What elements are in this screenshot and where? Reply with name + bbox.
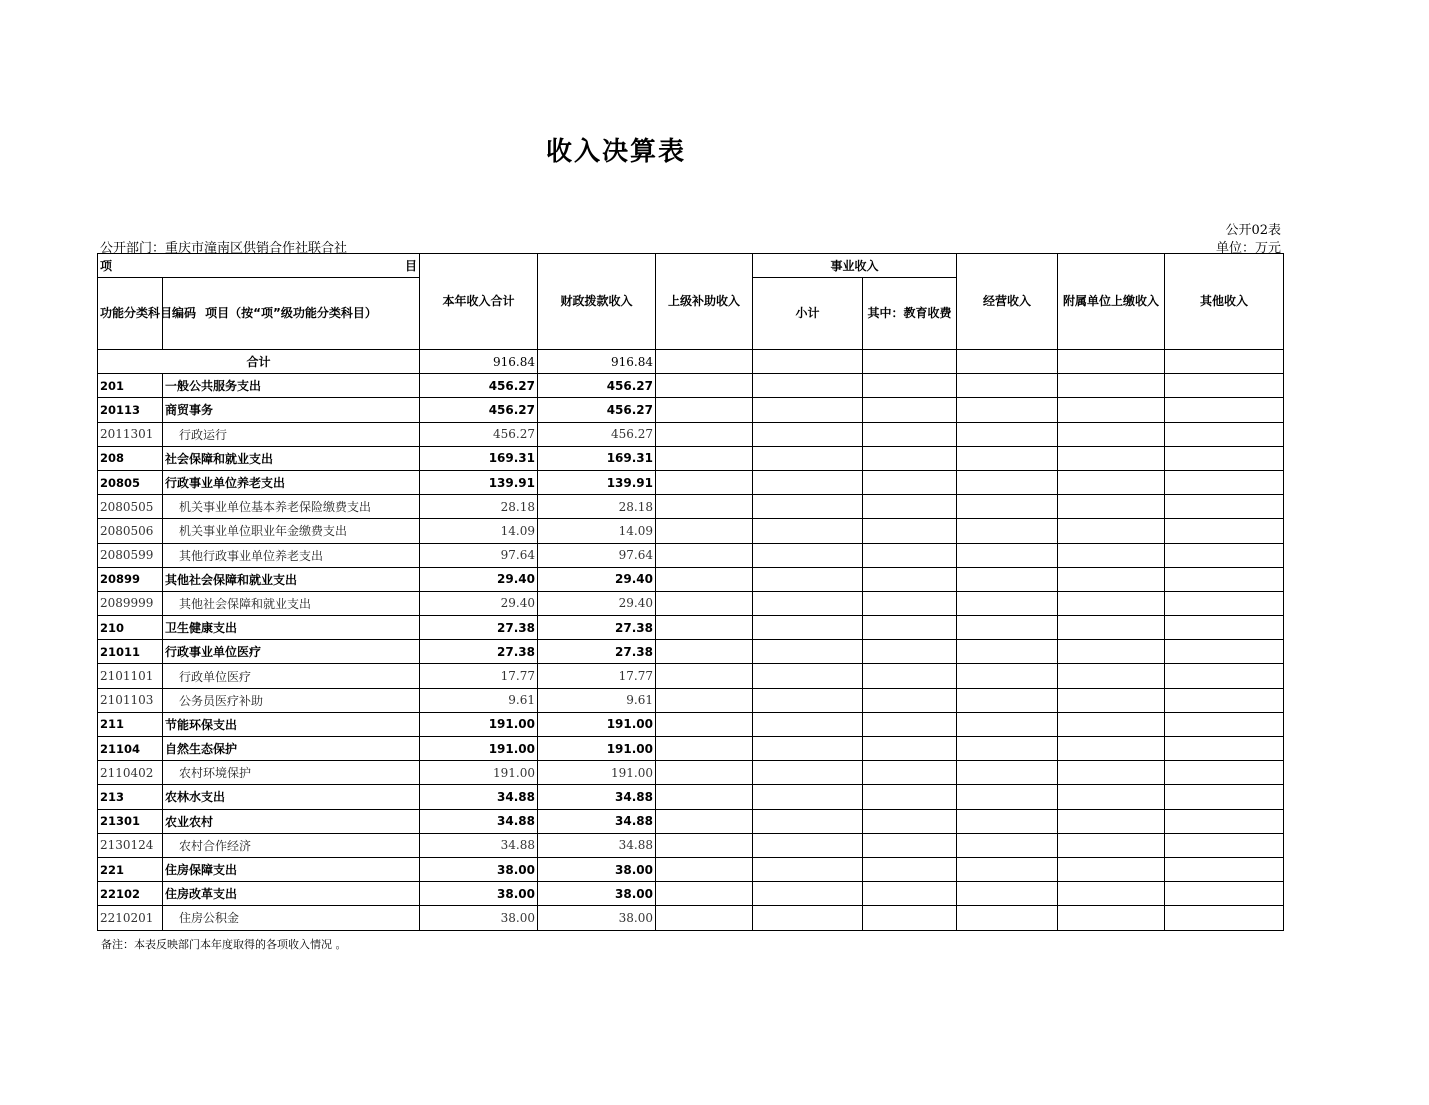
empty-cell	[957, 664, 1058, 688]
empty-cell	[753, 567, 863, 591]
row-total-income: 191.00	[420, 761, 538, 785]
empty-cell	[656, 712, 753, 736]
empty-cell	[1058, 470, 1165, 494]
row-total-income: 97.64	[420, 543, 538, 567]
header-total-income: 本年收入合计	[420, 254, 538, 350]
row-code: 210	[98, 616, 163, 640]
empty-cell	[1058, 350, 1165, 374]
empty-cell	[753, 737, 863, 761]
empty-cell	[1165, 616, 1284, 640]
empty-cell	[656, 591, 753, 615]
footnote: 备注：本表反映部门本年度取得的各项收入情况 。	[101, 938, 347, 951]
empty-cell	[656, 737, 753, 761]
empty-cell	[957, 591, 1058, 615]
empty-cell	[957, 761, 1058, 785]
empty-cell	[753, 350, 863, 374]
empty-cell	[1165, 398, 1284, 422]
table-row	[98, 446, 1284, 470]
empty-cell	[957, 446, 1058, 470]
total-income-value: 916.84	[420, 350, 538, 374]
department-label: 公开部门：重庆市潼南区供销合作社联合社	[100, 241, 348, 256]
empty-cell	[1058, 857, 1165, 881]
row-fiscal: 34.88	[538, 809, 656, 833]
row-total-income: 34.88	[420, 809, 538, 833]
row-total-income: 34.88	[420, 833, 538, 857]
empty-cell	[1165, 519, 1284, 543]
empty-cell	[1165, 350, 1284, 374]
empty-cell	[1165, 567, 1284, 591]
empty-cell	[1058, 809, 1165, 833]
empty-cell	[656, 495, 753, 519]
row-code: 2130124	[98, 833, 163, 857]
table-row	[98, 712, 1284, 736]
empty-cell	[1165, 640, 1284, 664]
row-fiscal: 17.77	[538, 664, 656, 688]
empty-cell	[656, 567, 753, 591]
row-name: 自然生态保护	[163, 737, 420, 761]
row-name: 住房保障支出	[163, 857, 420, 881]
table-row	[98, 374, 1284, 398]
empty-cell	[656, 519, 753, 543]
row-name: 商贸事务	[163, 398, 420, 422]
table-row	[98, 495, 1284, 519]
empty-cell	[863, 543, 957, 567]
empty-cell	[863, 737, 957, 761]
row-fiscal: 27.38	[538, 640, 656, 664]
row-name: 农林水支出	[163, 785, 420, 809]
empty-cell	[957, 882, 1058, 906]
empty-cell	[753, 495, 863, 519]
empty-cell	[1058, 567, 1165, 591]
table-row	[98, 519, 1284, 543]
empty-cell	[863, 857, 957, 881]
row-fiscal: 456.27	[538, 374, 656, 398]
empty-cell	[1058, 785, 1165, 809]
empty-cell	[957, 567, 1058, 591]
header-item-right: 目	[404, 259, 417, 273]
empty-cell	[1058, 616, 1165, 640]
empty-cell	[863, 833, 957, 857]
row-fiscal: 27.38	[538, 616, 656, 640]
empty-cell	[753, 640, 863, 664]
row-name: 一般公共服务支出	[163, 374, 420, 398]
empty-cell	[1058, 495, 1165, 519]
row-code: 20899	[98, 567, 163, 591]
row-code: 208	[98, 446, 163, 470]
row-code: 2101103	[98, 688, 163, 712]
empty-cell	[957, 616, 1058, 640]
empty-cell	[957, 906, 1058, 930]
row-total-income: 9.61	[420, 688, 538, 712]
empty-cell	[863, 882, 957, 906]
empty-cell	[1165, 906, 1284, 930]
row-code: 22102	[98, 882, 163, 906]
row-code: 2011301	[98, 422, 163, 446]
empty-cell	[1058, 761, 1165, 785]
row-name: 农村环境保护	[163, 761, 420, 785]
empty-cell	[1058, 833, 1165, 857]
row-fiscal: 191.00	[538, 712, 656, 736]
income-table	[97, 253, 1284, 931]
table-row	[98, 567, 1284, 591]
empty-cell	[1165, 543, 1284, 567]
table-row	[98, 591, 1284, 615]
row-name: 行政单位医疗	[163, 664, 420, 688]
empty-cell	[753, 591, 863, 615]
row-total-income: 29.40	[420, 567, 538, 591]
empty-cell	[656, 809, 753, 833]
empty-cell	[1165, 422, 1284, 446]
row-code: 20805	[98, 470, 163, 494]
row-total-income: 38.00	[420, 857, 538, 881]
empty-cell	[957, 350, 1058, 374]
empty-cell	[1058, 543, 1165, 567]
row-code: 20113	[98, 398, 163, 422]
empty-cell	[656, 350, 753, 374]
row-code: 2210201	[98, 906, 163, 930]
empty-cell	[1058, 446, 1165, 470]
row-name: 行政事业单位养老支出	[163, 470, 420, 494]
empty-cell	[863, 470, 957, 494]
empty-cell	[753, 422, 863, 446]
row-name: 公务员医疗补助	[163, 688, 420, 712]
row-fiscal: 29.40	[538, 591, 656, 615]
empty-cell	[957, 833, 1058, 857]
empty-cell	[1058, 519, 1165, 543]
empty-cell	[1058, 712, 1165, 736]
empty-cell	[957, 785, 1058, 809]
row-total-income: 27.38	[420, 640, 538, 664]
row-code: 2080599	[98, 543, 163, 567]
empty-cell	[753, 446, 863, 470]
page-title: 收入决算表	[545, 137, 686, 167]
empty-cell	[863, 688, 957, 712]
row-fiscal: 9.61	[538, 688, 656, 712]
row-code: 211	[98, 712, 163, 736]
empty-cell	[1058, 640, 1165, 664]
table-row	[98, 422, 1284, 446]
table-row	[98, 470, 1284, 494]
empty-cell	[1058, 882, 1165, 906]
row-total-income: 27.38	[420, 616, 538, 640]
empty-cell	[1058, 737, 1165, 761]
empty-cell	[753, 398, 863, 422]
row-fiscal: 38.00	[538, 857, 656, 881]
empty-cell	[656, 761, 753, 785]
row-name: 社会保障和就业支出	[163, 446, 420, 470]
empty-cell	[753, 374, 863, 398]
row-fiscal: 191.00	[538, 761, 656, 785]
empty-cell	[656, 906, 753, 930]
empty-cell	[863, 809, 957, 833]
table-row	[98, 882, 1284, 906]
row-fiscal: 34.88	[538, 833, 656, 857]
empty-cell	[957, 640, 1058, 664]
table-row	[98, 688, 1284, 712]
empty-cell	[1058, 906, 1165, 930]
empty-cell	[1165, 495, 1284, 519]
empty-cell	[753, 712, 863, 736]
empty-cell	[656, 833, 753, 857]
empty-cell	[1058, 398, 1165, 422]
row-total-income: 28.18	[420, 495, 538, 519]
header-education: 其中：教育收费	[863, 278, 957, 350]
empty-cell	[1165, 809, 1284, 833]
total-row	[98, 350, 1284, 374]
empty-cell	[863, 422, 957, 446]
empty-cell	[753, 809, 863, 833]
row-name: 机关事业单位职业年金缴费支出	[163, 519, 420, 543]
row-name: 卫生健康支出	[163, 616, 420, 640]
row-total-income: 191.00	[420, 712, 538, 736]
empty-cell	[863, 712, 957, 736]
row-code: 21104	[98, 737, 163, 761]
empty-cell	[957, 737, 1058, 761]
empty-cell	[863, 664, 957, 688]
empty-cell	[1058, 591, 1165, 615]
row-fiscal: 169.31	[538, 446, 656, 470]
empty-cell	[1165, 374, 1284, 398]
header-affiliated: 附属单位上缴收入	[1058, 254, 1165, 350]
empty-cell	[656, 446, 753, 470]
empty-cell	[863, 398, 957, 422]
empty-cell	[863, 519, 957, 543]
empty-cell	[1165, 446, 1284, 470]
empty-cell	[1165, 761, 1284, 785]
empty-cell	[1165, 882, 1284, 906]
row-fiscal: 38.00	[538, 882, 656, 906]
row-fiscal: 38.00	[538, 906, 656, 930]
table-row	[98, 761, 1284, 785]
row-code: 221	[98, 857, 163, 881]
row-name: 住房公积金	[163, 906, 420, 930]
empty-cell	[753, 785, 863, 809]
form-code: 公开02表	[1225, 223, 1281, 238]
row-total-income: 38.00	[420, 906, 538, 930]
empty-cell	[863, 374, 957, 398]
table-row	[98, 906, 1284, 930]
empty-cell	[863, 350, 957, 374]
table-row	[98, 640, 1284, 664]
empty-cell	[656, 374, 753, 398]
empty-cell	[1165, 737, 1284, 761]
row-total-income: 14.09	[420, 519, 538, 543]
empty-cell	[753, 857, 863, 881]
row-code: 2080506	[98, 519, 163, 543]
empty-cell	[753, 906, 863, 930]
row-name: 行政运行	[163, 422, 420, 446]
empty-cell	[863, 495, 957, 519]
row-name: 农村合作经济	[163, 833, 420, 857]
row-name: 其他社会保障和就业支出	[163, 591, 420, 615]
empty-cell	[753, 688, 863, 712]
header-item	[98, 254, 420, 278]
row-total-income: 456.27	[420, 422, 538, 446]
empty-cell	[957, 519, 1058, 543]
total-fiscal-value: 916.84	[538, 350, 656, 374]
empty-cell	[863, 640, 957, 664]
row-code: 2110402	[98, 761, 163, 785]
header-item-left: 项	[100, 259, 113, 273]
header-other: 其他收入	[1165, 254, 1284, 350]
empty-cell	[656, 398, 753, 422]
empty-cell	[863, 446, 957, 470]
empty-cell	[656, 616, 753, 640]
empty-cell	[656, 640, 753, 664]
table-row	[98, 833, 1284, 857]
row-total-income: 191.00	[420, 737, 538, 761]
row-code: 2089999	[98, 591, 163, 615]
row-name: 其他社会保障和就业支出	[163, 567, 420, 591]
empty-cell	[1165, 857, 1284, 881]
row-name: 机关事业单位基本养老保险缴费支出	[163, 495, 420, 519]
row-total-income: 29.40	[420, 591, 538, 615]
row-fiscal: 456.27	[538, 422, 656, 446]
table-row	[98, 616, 1284, 640]
row-fiscal: 28.18	[538, 495, 656, 519]
row-total-income: 34.88	[420, 785, 538, 809]
empty-cell	[1058, 688, 1165, 712]
empty-cell	[957, 712, 1058, 736]
empty-cell	[656, 543, 753, 567]
empty-cell	[753, 833, 863, 857]
row-name: 农业农村	[163, 809, 420, 833]
unit-label: 单位：万元	[1215, 241, 1281, 256]
header-superior: 上级补助收入	[656, 254, 753, 350]
header-name: 项目（按“项”级功能分类科目）	[163, 278, 420, 350]
empty-cell	[753, 761, 863, 785]
empty-cell	[656, 857, 753, 881]
table-row	[98, 857, 1284, 881]
header-subtotal: 小计	[753, 278, 863, 350]
table-row	[98, 809, 1284, 833]
empty-cell	[1058, 374, 1165, 398]
empty-cell	[656, 470, 753, 494]
table-row	[98, 543, 1284, 567]
empty-cell	[957, 688, 1058, 712]
empty-cell	[957, 857, 1058, 881]
empty-cell	[863, 591, 957, 615]
empty-cell	[656, 422, 753, 446]
total-label: 合计	[98, 350, 420, 374]
row-fiscal: 14.09	[538, 519, 656, 543]
table-row	[98, 398, 1284, 422]
empty-cell	[656, 688, 753, 712]
row-fiscal: 139.91	[538, 470, 656, 494]
row-code: 2080505	[98, 495, 163, 519]
empty-cell	[1165, 470, 1284, 494]
header-fiscal: 财政拨款收入	[538, 254, 656, 350]
table-row	[98, 737, 1284, 761]
empty-cell	[1165, 785, 1284, 809]
row-fiscal: 34.88	[538, 785, 656, 809]
table-row	[98, 785, 1284, 809]
row-total-income: 38.00	[420, 882, 538, 906]
empty-cell	[753, 882, 863, 906]
row-name: 节能环保支出	[163, 712, 420, 736]
empty-cell	[753, 519, 863, 543]
empty-cell	[1058, 422, 1165, 446]
row-code: 2101101	[98, 664, 163, 688]
empty-cell	[863, 567, 957, 591]
row-total-income: 456.27	[420, 374, 538, 398]
row-code: 201	[98, 374, 163, 398]
row-name: 住房改革支出	[163, 882, 420, 906]
row-total-income: 169.31	[420, 446, 538, 470]
empty-cell	[753, 616, 863, 640]
empty-cell	[863, 761, 957, 785]
empty-cell	[1165, 833, 1284, 857]
empty-cell	[957, 543, 1058, 567]
empty-cell	[957, 374, 1058, 398]
empty-cell	[863, 906, 957, 930]
empty-cell	[957, 422, 1058, 446]
row-name: 其他行政事业单位养老支出	[163, 543, 420, 567]
empty-cell	[1165, 591, 1284, 615]
row-total-income: 17.77	[420, 664, 538, 688]
empty-cell	[753, 470, 863, 494]
table-row	[98, 664, 1284, 688]
header-career: 事业收入	[753, 254, 957, 278]
row-code: 213	[98, 785, 163, 809]
row-total-income: 139.91	[420, 470, 538, 494]
empty-cell	[957, 470, 1058, 494]
empty-cell	[753, 543, 863, 567]
empty-cell	[1165, 688, 1284, 712]
row-fiscal: 191.00	[538, 737, 656, 761]
empty-cell	[957, 495, 1058, 519]
empty-cell	[1058, 664, 1165, 688]
row-fiscal: 29.40	[538, 567, 656, 591]
row-name: 行政事业单位医疗	[163, 640, 420, 664]
row-fiscal: 456.27	[538, 398, 656, 422]
row-total-income: 456.27	[420, 398, 538, 422]
empty-cell	[1165, 712, 1284, 736]
empty-cell	[863, 616, 957, 640]
empty-cell	[957, 398, 1058, 422]
empty-cell	[656, 785, 753, 809]
row-fiscal: 97.64	[538, 543, 656, 567]
empty-cell	[1165, 664, 1284, 688]
empty-cell	[656, 882, 753, 906]
empty-cell	[753, 664, 863, 688]
header-operating: 经营收入	[957, 254, 1058, 350]
row-code: 21301	[98, 809, 163, 833]
header-code: 功能分类科目编码	[98, 278, 163, 350]
empty-cell	[957, 809, 1058, 833]
empty-cell	[863, 785, 957, 809]
empty-cell	[656, 664, 753, 688]
row-code: 21011	[98, 640, 163, 664]
